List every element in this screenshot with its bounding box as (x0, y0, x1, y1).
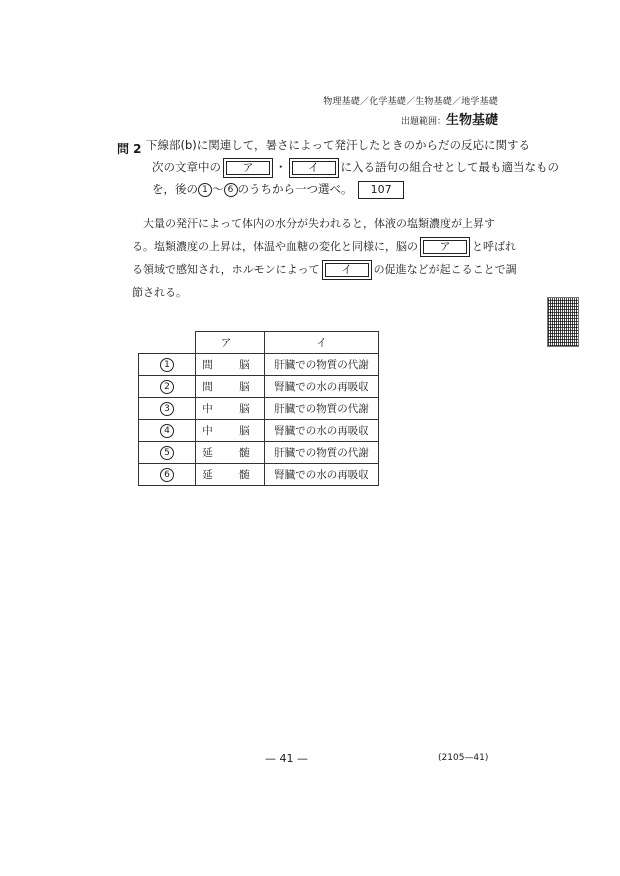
choice-number: 6 (160, 468, 174, 482)
table-header-row (139, 332, 379, 354)
page-number: — 41 — (265, 752, 308, 765)
table-header-i: イ (265, 332, 379, 354)
passage-blank-i: イ (322, 260, 372, 280)
i-cell: 肝臓での物質の代謝 (265, 442, 379, 464)
a-cell: 間 脳 (196, 376, 265, 398)
table-row (139, 354, 379, 376)
choice-number: 3 (160, 402, 174, 416)
table-row (139, 464, 379, 486)
tilde: ～ (212, 182, 224, 196)
a-cell: 間 脳 (196, 354, 265, 376)
passage-text-part: る領域で感知され，ホルモンによって (132, 263, 320, 276)
passage-line-2 (132, 235, 516, 258)
choice-6-circle: 6 (224, 183, 238, 197)
choice-number: 4 (160, 424, 174, 438)
dot-separator: ・ (275, 160, 287, 174)
table-header-blank (139, 332, 196, 354)
passage-text-part: の促進などが起こることで調 (373, 263, 517, 276)
passage-text-part: る。塩類濃度の上昇は，体温や血糖の変化と同様に，脳の (132, 240, 418, 253)
question-text-part: のうちから一つ選べ。 (237, 182, 353, 196)
passage (132, 212, 517, 304)
question-text-part: 次の文章中の (152, 160, 221, 174)
a-cell: 中 脳 (196, 398, 265, 420)
question-number: 問 2 (117, 142, 142, 156)
table-row (139, 420, 379, 442)
page-code: (2105—41) (438, 753, 489, 763)
table-row (139, 398, 379, 420)
question-line-3 (152, 178, 491, 200)
choice-cell (139, 376, 196, 398)
a-cell: 延 髄 (196, 464, 265, 486)
question-line-1: 下線部(b)に関連して，暑さによって発汗したときのからだの反応に関する (146, 138, 531, 152)
i-cell: 腎臓での水の再吸収 (265, 420, 379, 442)
answer-table (138, 331, 379, 486)
choice-cell (139, 464, 196, 486)
table-row (139, 376, 379, 398)
qr-code (547, 297, 579, 347)
table-row (139, 442, 379, 464)
choice-number: 1 (160, 358, 174, 372)
choice-cell (139, 354, 196, 376)
range-label: 出題範囲： (400, 117, 446, 127)
range-value: 生物基礎 (445, 113, 498, 128)
choice-number: 2 (160, 380, 174, 394)
passage-line-1: 大量の発汗によって体内の水分が失われると，体液の塩類濃度が上昇す (143, 217, 495, 230)
choice-cell (139, 442, 196, 464)
table-header-a: ア (196, 332, 265, 354)
passage-line-4: 節される。 (132, 286, 187, 299)
a-cell: 延 髄 (196, 442, 265, 464)
i-cell: 肝臓での物質の代謝 (265, 398, 379, 420)
passage-text-part: と呼ばれ (472, 240, 516, 253)
i-cell: 肝臓での物質の代謝 (265, 354, 379, 376)
question-text (146, 134, 559, 200)
i-cell: 腎臓での水の再吸収 (265, 464, 379, 486)
blank-a-box: ア (223, 158, 273, 178)
header-subjects: 物理基礎／化学基礎／生物基礎／地学基礎 (323, 97, 498, 107)
question-line-2 (152, 156, 559, 178)
i-cell: 腎臓での水の再吸収 (265, 376, 379, 398)
passage-blank-a: ア (420, 237, 470, 257)
answer-number-box: 107 (358, 181, 404, 199)
header-range (401, 109, 498, 128)
passage-line-3 (132, 258, 517, 281)
question-text-part: を，後の (152, 182, 198, 196)
blank-i-box: イ (289, 158, 339, 178)
a-cell: 中 脳 (196, 420, 265, 442)
choice-cell (139, 398, 196, 420)
choice-1-circle: 1 (198, 183, 212, 197)
choice-cell (139, 420, 196, 442)
choice-number: 5 (160, 446, 174, 460)
question-text-part: に入る語句の組合せとして最も適当なもの (340, 160, 559, 174)
